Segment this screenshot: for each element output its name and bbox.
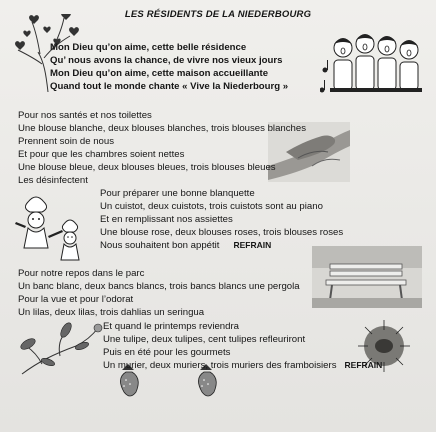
refrain-label: REFRAIN [233,240,272,250]
verse2-line-5 [100,240,271,251]
intro-line-2: Qu’ nous avons la chance, de vivre nos vieux jours [50,55,283,66]
verse1-line-4: Et pour que les chambres soient nettes [18,149,185,160]
verse4-line-1: Et quand le printemps reviendra [103,321,239,332]
park-bench-photo [312,246,422,308]
verse1-line-5: Une blouse bleue, deux blouses bleues, trois blouses bleues [18,162,276,173]
verse1-line-1: Pour nos santés et nos toilettes [18,110,152,121]
verse4-line-2: Une tulipe, deux tulipes, cent tulipes refleuriront [103,334,306,345]
choir-illustration [320,26,424,110]
verse4-line-3: Puis en été pour les gourmets [103,347,231,358]
intro-line-4: Quand tout le monde chante « Vive la Niederbourg » [50,81,289,92]
verse4-line-4-text: Un murier, deux muriers, trois muriers des framboisiers [103,360,337,371]
verse3-line-4: Un lilas, deux lilas, trois dahlias un seringua [18,307,205,318]
verse2-line-4: Une blouse rose, deux blouses roses, trois blouses roses [100,227,344,238]
verse1-line-2: Une blouse blanche, deux blouses blanches, trois blouses blanches [18,123,306,134]
verse2-line-3: Et en remplissant nos assiettes [100,214,233,225]
verse3-line-1: Pour notre repos dans le parc [18,268,145,279]
verse1-line-6: Les désinfectent [18,175,88,186]
cooks-illustration [14,192,94,266]
flowers-illustration [18,322,104,380]
verse4-line-4 [103,360,382,371]
verse1-line-3: Prennent soin de nous [18,136,115,147]
intro-line-1: Mon Dieu qu’on aime, cette belle résidence [50,42,247,53]
page-title: LES RÉSIDENTS DE LA NIEDERBOURG [124,9,312,20]
verse3-line-3: Pour la vue et pour l’odorat [18,294,134,305]
refrain-label-2: REFRAIN [344,360,383,370]
verse3-line-2: Un banc blanc, deux bancs blancs, trois bancs blancs une pergola [18,281,300,292]
verse2-line-2: Un cuistot, deux cuistots, trois cuistots sont au piano [100,201,323,212]
verse2-line-1: Pour préparer une bonne blanquette [100,188,255,199]
verse2-line-5-text: Nous souhaitent bon appétit [100,240,220,251]
intro-line-3: Mon Dieu qu’on aime, cette maison accueillante [50,68,269,79]
